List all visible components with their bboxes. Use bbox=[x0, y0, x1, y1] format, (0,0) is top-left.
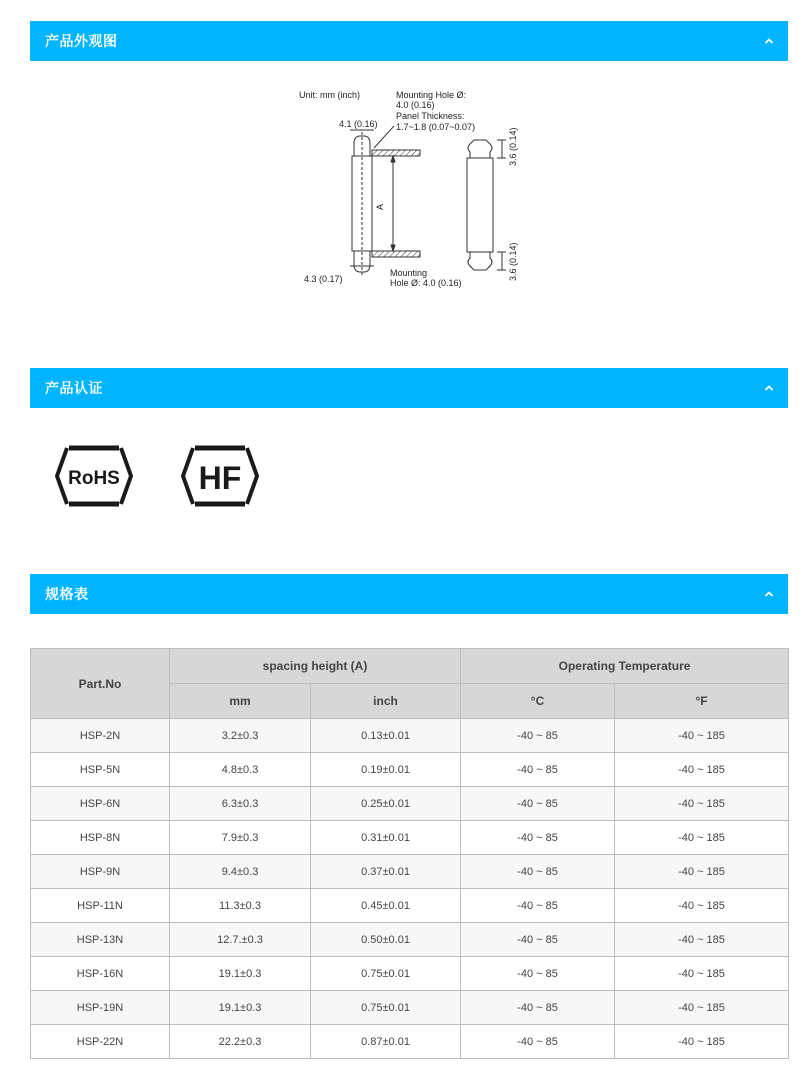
cell-inch: 0.87±0.01 bbox=[311, 1025, 461, 1059]
cell-inch: 0.75±0.01 bbox=[311, 991, 461, 1025]
cell-part: HSP-9N bbox=[31, 855, 170, 889]
cell-fahrenheit: -40 ~ 185 bbox=[615, 957, 789, 991]
cell-celsius: -40 ~ 85 bbox=[461, 1025, 615, 1059]
section-header-appearance[interactable] bbox=[30, 21, 788, 61]
cell-celsius: -40 ~ 85 bbox=[461, 923, 615, 957]
section-header-specs[interactable] bbox=[30, 574, 788, 614]
cell-mm: 19.1±0.3 bbox=[170, 991, 311, 1025]
cell-fahrenheit: -40 ~ 185 bbox=[615, 991, 789, 1025]
rohs-logo bbox=[55, 444, 133, 508]
chevron-up-icon[interactable] bbox=[764, 36, 774, 46]
cell-celsius: -40 ~ 85 bbox=[461, 821, 615, 855]
hf-logo bbox=[181, 444, 259, 508]
cell-mm: 7.9±0.3 bbox=[170, 821, 311, 855]
header-spacing-height: spacing height (A) bbox=[170, 649, 461, 684]
cell-celsius: -40 ~ 85 bbox=[461, 889, 615, 923]
cell-inch: 0.31±0.01 bbox=[311, 821, 461, 855]
cell-part: HSP-6N bbox=[31, 787, 170, 821]
cell-mm: 3.2±0.3 bbox=[170, 719, 311, 753]
table-row bbox=[31, 1025, 789, 1059]
drawing-dim-top: 4.1 (0.16) bbox=[339, 119, 378, 129]
cell-part: HSP-2N bbox=[31, 719, 170, 753]
header-operating-temperature: Operating Temperature bbox=[461, 649, 789, 684]
section-title: 产品外观图 bbox=[45, 33, 118, 49]
cell-mm: 22.2±0.3 bbox=[170, 1025, 311, 1059]
drawing-mount-hole-bottom-1: Mounting bbox=[390, 268, 428, 278]
table-row bbox=[31, 719, 789, 753]
section-title: 规格表 bbox=[45, 586, 89, 602]
cell-mm: 9.4±0.3 bbox=[170, 855, 311, 889]
drawing-mount-hole-top-2: 4.0 (0.16) bbox=[396, 100, 435, 110]
table-row bbox=[31, 855, 789, 889]
cell-inch: 0.75±0.01 bbox=[311, 957, 461, 991]
cell-fahrenheit: -40 ~ 185 bbox=[615, 753, 789, 787]
cell-fahrenheit: -40 ~ 185 bbox=[615, 787, 789, 821]
cell-celsius: -40 ~ 85 bbox=[461, 957, 615, 991]
drawing-mount-hole-top-1: Mounting Hole Ø: bbox=[396, 90, 467, 100]
drawing-side-dim-top: 3.6 (0.14) bbox=[508, 127, 518, 166]
cell-inch: 0.45±0.01 bbox=[311, 889, 461, 923]
cell-celsius: -40 ~ 85 bbox=[461, 787, 615, 821]
cell-part: HSP-13N bbox=[31, 923, 170, 957]
cell-celsius: -40 ~ 85 bbox=[461, 719, 615, 753]
cell-inch: 0.13±0.01 bbox=[311, 719, 461, 753]
cell-mm: 11.3±0.3 bbox=[170, 889, 311, 923]
cell-part: HSP-16N bbox=[31, 957, 170, 991]
table-row bbox=[31, 991, 789, 1025]
cell-mm: 4.8±0.3 bbox=[170, 753, 311, 787]
section-header-certification[interactable] bbox=[30, 368, 788, 408]
cell-fahrenheit: -40 ~ 185 bbox=[615, 855, 789, 889]
cell-inch: 0.50±0.01 bbox=[311, 923, 461, 957]
cell-fahrenheit: -40 ~ 185 bbox=[615, 889, 789, 923]
table-row bbox=[31, 957, 789, 991]
cell-mm: 12.7.±0.3 bbox=[170, 923, 311, 957]
drawing-dim-a: A bbox=[375, 203, 385, 210]
cell-celsius: -40 ~ 85 bbox=[461, 753, 615, 787]
cell-part: HSP-5N bbox=[31, 753, 170, 787]
table-row bbox=[31, 923, 789, 957]
header-mm: mm bbox=[170, 684, 311, 719]
cell-part: HSP-11N bbox=[31, 889, 170, 923]
cell-inch: 0.25±0.01 bbox=[311, 787, 461, 821]
cell-part: HSP-8N bbox=[31, 821, 170, 855]
cell-fahrenheit: -40 ~ 185 bbox=[615, 1025, 789, 1059]
product-dimension-drawing bbox=[294, 86, 526, 292]
cell-part: HSP-22N bbox=[31, 1025, 170, 1059]
cell-inch: 0.19±0.01 bbox=[311, 753, 461, 787]
table-row bbox=[31, 889, 789, 923]
cell-mm: 19.1±0.3 bbox=[170, 957, 311, 991]
table-row bbox=[31, 821, 789, 855]
chevron-up-icon[interactable] bbox=[764, 383, 774, 393]
header-celsius: °C bbox=[461, 684, 615, 719]
cell-mm: 6.3±0.3 bbox=[170, 787, 311, 821]
spec-table bbox=[30, 648, 789, 1059]
drawing-panel-thickness-2: 1.7~1.8 (0.07~0.07) bbox=[396, 122, 476, 132]
cell-inch: 0.37±0.01 bbox=[311, 855, 461, 889]
cell-fahrenheit: -40 ~ 185 bbox=[615, 821, 789, 855]
chevron-up-icon[interactable] bbox=[764, 589, 774, 599]
hf-label: HF bbox=[198, 460, 242, 496]
cell-fahrenheit: -40 ~ 185 bbox=[615, 923, 789, 957]
header-fahrenheit: °F bbox=[615, 684, 789, 719]
table-row bbox=[31, 753, 789, 787]
cell-celsius: -40 ~ 85 bbox=[461, 855, 615, 889]
cell-part: HSP-19N bbox=[31, 991, 170, 1025]
header-part-no: Part.No bbox=[31, 649, 170, 719]
cell-celsius: -40 ~ 85 bbox=[461, 991, 615, 1025]
drawing-mount-hole-bottom-2: Hole Ø: 4.0 (0.16) bbox=[390, 278, 462, 288]
header-inch: inch bbox=[311, 684, 461, 719]
drawing-panel-thickness-1: Panel Thickness: bbox=[396, 111, 465, 121]
table-row bbox=[31, 787, 789, 821]
cell-fahrenheit: -40 ~ 185 bbox=[615, 719, 789, 753]
drawing-side-dim-bottom: 3.6 (0.14) bbox=[508, 242, 518, 281]
section-title: 产品认证 bbox=[45, 380, 103, 396]
drawing-dim-bottom: 4.3 (0.17) bbox=[304, 274, 343, 284]
drawing-unit-label: Unit: mm (inch) bbox=[299, 90, 361, 100]
rohs-label: RoHS bbox=[68, 468, 120, 489]
